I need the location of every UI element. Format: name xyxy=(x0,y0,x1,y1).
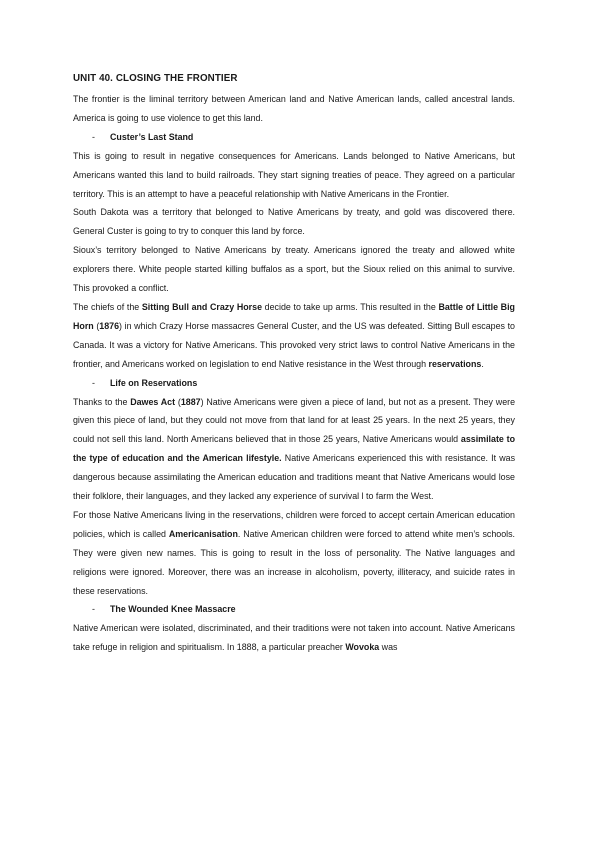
bold-text: Dawes Act xyxy=(130,396,176,407)
text-run: . Native American children were forced to attend white men’s schools. They were given new names. This is going to result in the loss of personality. The Native languages and religions were ignored. Moreover, there was an increase in alcoholism, poverty, illiteracy, and suicide rates in these reservations. xyxy=(73,528,516,596)
paragraph-wounded-knee xyxy=(73,619,515,657)
section-heading-custers-last-stand xyxy=(73,128,515,147)
text-run: ( xyxy=(93,320,100,331)
text-run: The chiefs of the xyxy=(73,301,142,312)
paragraph: Sioux’s territory belonged to Native Americans by treaty. Americans ignored the treaty and allowed white explorers there. White people started killing buffalos as a sport, but the Sioux relied on this animal to survive. This provoked a conflict. xyxy=(73,245,515,294)
dash-bullet: - xyxy=(92,604,95,615)
text-run: For those Native Americans living in the reservations, children were forced to accept certain American education policies, which is called xyxy=(73,509,515,539)
dash-bullet: - xyxy=(92,131,95,142)
text-run: Thanks to the xyxy=(73,396,131,407)
heading-label: Custer’s Last Stand xyxy=(110,131,194,142)
text-run: ) Native Americans were given a piece of land, but not as a present. They were given this piece of land, but they could not move from that land for at least 25 years. In the next 25 years, they could not sell this land. North Americans believed that in those 25 years, Native Americans would xyxy=(73,396,516,445)
text-run: was xyxy=(379,642,398,653)
heading-label: Life on Reservations xyxy=(110,377,198,388)
bold-text: 1876 xyxy=(99,320,120,331)
section-heading-wounded-knee xyxy=(73,600,515,619)
intro-paragraph: The frontier is the liminal territory between American land and Native American lands, called ancestral lands. America is going to use violence to get this land. xyxy=(73,94,515,123)
page-title: UNIT 40. CLOSING THE FRONTIER xyxy=(73,73,238,84)
text-run: Native American were isolated, discriminated, and their traditions were not taken into account. Native Americans take refuge in religion and spiritualism. In 1888, a particular preacher xyxy=(73,623,515,653)
heading-label: The Wounded Knee Massacre xyxy=(110,604,236,615)
paragraph: This is going to result in negative consequences for Americans. Lands belonged to Native Americans, but Americans wanted this land to build railroads. They start signing treaties of peace. They agreed on a particular territory. This is an attempt to have a peaceful relationship with Native Americans in the Frontier. xyxy=(73,150,515,199)
bold-text: Americanisation xyxy=(168,528,238,539)
paragraph: South Dakota was a territory that belonged to Native Americans by treaty, and gold was discovered there. General Custer is going to try to conquer this land by force. xyxy=(73,207,515,237)
text-run: . xyxy=(481,358,484,369)
text-run: ( xyxy=(175,396,181,407)
bold-text: Battle of Little Big Horn xyxy=(73,301,515,331)
paragraph-americanisation xyxy=(73,506,515,601)
paragraph-little-big-horn xyxy=(73,298,515,374)
text-run: ) in which Crazy Horse massacres General Custer, and the US was defeated. Sitting Bull escapes to Canada. It was a victory for Native Americans. This provoked very strict laws to control Native Americans in the frontier, and Americans worked on legislation to end Native resistance in the West through xyxy=(73,320,515,369)
text-run: Native Americans experienced this with resistance. It was dangerous because assimilating the American education and traditions meant that Native Americans would lose their folklore, their languages, and they lacked any experience of survival l to farm the West. xyxy=(73,453,516,502)
bold-text: Wovoka xyxy=(345,642,380,653)
bold-text: reservations xyxy=(428,358,482,369)
paragraph-dawes-act xyxy=(73,393,515,506)
bold-text: 1887 xyxy=(180,396,201,407)
bold-text: Sitting Bull and Crazy Horse xyxy=(141,301,262,312)
section-heading-life-on-reservations xyxy=(73,374,515,393)
bold-text: assimilate to the type of education and the American lifestyle. xyxy=(73,434,515,464)
dash-bullet: - xyxy=(92,377,95,388)
text-run: decide to take up arms. This resulted in the xyxy=(262,301,439,312)
